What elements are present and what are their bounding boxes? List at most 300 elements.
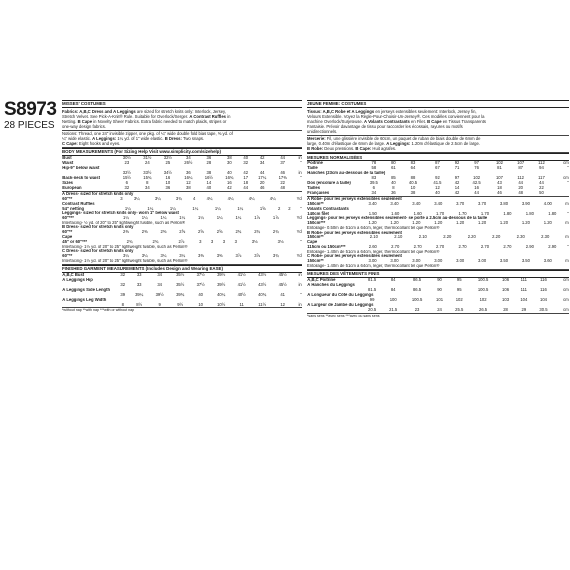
cell-value: 40 [243, 155, 249, 161]
text-segment: Velours Extensible. Voyez la Règle-Pour-Choisir-Un-Jersey®. Ces modèles conviennent pour la [307, 113, 485, 119]
cell-value: 3.90 [521, 201, 530, 207]
cell-value: 1.20 [456, 220, 465, 226]
cell-value: 76 [474, 165, 479, 171]
cell-value: 107 [495, 175, 503, 181]
cell-value: 112 [517, 175, 525, 181]
cell-value: " [567, 210, 569, 216]
cell-value: 10½ [217, 301, 226, 307]
cell-value: 88 [410, 175, 416, 181]
cell-value: 106 [502, 276, 510, 282]
yardage-heading: B Robe- pour les jerseys extensibles seulement [307, 230, 402, 235]
cell-value: 33½ [143, 170, 152, 176]
cell-value: 8½ [136, 301, 143, 307]
cell-value: 3.00 [434, 258, 443, 264]
row-label: Waist [62, 160, 74, 166]
cell-value: 31½ [143, 155, 152, 161]
bold-label: Mercerie: [307, 136, 326, 142]
row-label: Bust [62, 156, 72, 161]
row-label: 150cm*** [307, 220, 326, 226]
cell-value: 32½ [122, 170, 131, 176]
notions-text [62, 131, 302, 148]
yardage-heading: A Robe- pour les jerseys extensibles seulement [307, 197, 402, 202]
cell-value: Yd [296, 195, 302, 201]
cell-value: 1¼ [197, 215, 204, 221]
bold-label: A Leggings: [386, 141, 411, 147]
footnote: *sans sens **avec sens ***avec ou sans sens [307, 313, 569, 318]
cell-value: 16¾ [225, 175, 234, 181]
cell-value: 1¼ [192, 205, 199, 211]
cell-value: 1.50 [368, 210, 377, 216]
cell-value: 58 [371, 165, 377, 171]
cell-value: 3¼ [179, 252, 186, 258]
cell-value: 2⅜ [160, 229, 167, 235]
row-label: Dos (encolure à taille) [307, 180, 351, 186]
cell-value: 45½ [278, 271, 287, 277]
cell-value: 40¼ [217, 291, 226, 297]
cell-value: 39 [120, 291, 126, 297]
pattern-header [4, 100, 60, 131]
cell-value: 35½ [176, 271, 185, 277]
cell-value: 92 [435, 175, 440, 181]
cell-value: cm [563, 175, 569, 181]
finished-table [62, 273, 302, 308]
cell-value: 3 [199, 238, 202, 244]
cell-value: 1.20 [543, 220, 552, 226]
cell-value: 64 [410, 165, 416, 171]
notions-text [307, 136, 569, 153]
cell-value: 3¾ [175, 195, 182, 201]
cell-value: 16¼ [184, 175, 193, 181]
cell-value: 87 [435, 160, 440, 166]
pattern-number: S8973 [4, 99, 57, 120]
cell-value: 2¾ [254, 229, 261, 235]
row-label: A,B,C Poitrine [307, 277, 336, 282]
cell-value: 3¼ [123, 252, 129, 258]
cell-value: 90 [437, 276, 442, 282]
section-title: JEUNE FEMME: COSTUMES [307, 100, 569, 108]
text-segment: en Tissus Transparents [441, 118, 487, 124]
cell-value: 42.5 [472, 180, 481, 186]
text-segment: Notions: Thread, one 24" invisible zipper, one pkg. of ¼" wide double fold bias tape, ⅜ yd. of [62, 131, 233, 137]
cell-value: 3.00 [390, 258, 399, 264]
cell-value: 18 [243, 180, 249, 186]
cell-value: 22 [539, 185, 544, 191]
cell-value: 2.20 [492, 234, 501, 240]
body-measurements [307, 161, 569, 197]
cell-value: 39½ [217, 271, 226, 277]
cell-value: 90 [437, 286, 442, 292]
cell-value: 32 [243, 160, 249, 166]
cell-value: 35½ [176, 281, 185, 287]
cell-value: 44 [259, 170, 265, 176]
cell-value: 8 [392, 185, 395, 191]
cell-value: 3.50 [499, 258, 509, 264]
cell-value: " [300, 205, 302, 211]
cell-value: 71 [454, 165, 460, 171]
cell-value: 1⅞ [254, 215, 261, 221]
cell-value: 97 [454, 175, 460, 181]
cell-value: 104 [520, 296, 528, 302]
cell-value: 1⅝ [259, 205, 266, 211]
cell-value: 104 [540, 296, 547, 302]
cell-value: 11½ [258, 301, 267, 307]
row-label: Hanches (23cm au-dessous de la taille) [307, 171, 386, 176]
cell-value: 41.5 [433, 180, 442, 186]
cell-value: 28 [206, 160, 212, 166]
row-label: A Longueur du Côté du Leggings [307, 292, 374, 297]
text-segment: Fil, une glissière invisible de 60cm, un paquet de ruban de biais double de 6mm de [325, 136, 481, 142]
row-label: 150cm** [307, 235, 324, 240]
cell-value: 20 [259, 180, 265, 186]
cell-value: 17⅜ [278, 175, 287, 181]
cell-value: m [565, 234, 569, 240]
cell-value: 22 [280, 180, 285, 186]
interfacing-note: Entoilage- 1.40m de 51cm à 64cm, léger, thermocollant tel que Pellon® [307, 249, 440, 254]
cell-value: 1.20 [390, 220, 399, 226]
cell-value: 83 [410, 160, 416, 166]
cell-value: 39¼ [135, 291, 144, 297]
cell-value: 43 [497, 180, 502, 186]
cell-value: 1¼ [237, 205, 244, 211]
cell-value: 9½ [177, 301, 184, 307]
cell-value: 87 [518, 165, 523, 171]
cell-value: 28 [503, 306, 508, 312]
cell-value: 1.80 [525, 210, 534, 216]
cell-value: 38 [186, 185, 191, 190]
cell-value: 14 [454, 185, 460, 191]
cell-value: 1¼ [160, 215, 167, 221]
bold-label: A Contrast Ruffles [189, 113, 226, 119]
cell-value: 34½ [163, 170, 172, 176]
row-label: 150cm** [307, 201, 324, 207]
row-label: Sizes [62, 180, 74, 186]
cell-value: 16 [227, 180, 232, 186]
cell-value: 101 [436, 296, 444, 302]
cell-value: 34 [259, 160, 265, 166]
cell-value: 1¼ [235, 215, 242, 221]
notions-text-line [62, 141, 302, 146]
cell-value: 4.00 [543, 201, 552, 207]
cell-value: 3⅜ [197, 252, 204, 258]
cell-value: 3.00 [456, 258, 465, 264]
cell-value: 1¼ [179, 215, 186, 221]
cell-value: 24 [437, 306, 442, 312]
cell-value: 37 [280, 160, 285, 166]
yardage-heading: C Robe- pour les jerseys extensibles seulement [307, 254, 402, 259]
cell-value: 45½ [278, 281, 287, 287]
cell-value: 10 [198, 301, 203, 307]
footnote: *without nap **with nap ***with or without nap [62, 307, 302, 312]
cell-value: 81 [497, 165, 502, 171]
yardage-block [307, 197, 569, 270]
cell-value: 3¼ [141, 252, 148, 258]
cell-value: 18 [497, 185, 502, 191]
cell-value: 48 [280, 185, 285, 190]
cell-value: 2.70 [503, 243, 512, 249]
row-label: 140cm filet [307, 211, 329, 216]
bold-label: B Robe: [307, 146, 324, 152]
yardage-heading: Leggings- sized for stretch knits only- worn 1" below waist [62, 211, 179, 216]
cell-value: 36 [206, 155, 212, 161]
interfacing-note: Interfacing- 1½ yd. of 20" to 25" lightweight fusible, such as Pellon® [62, 258, 188, 263]
cell-value: cm [563, 276, 569, 282]
cell-value: 3¼ [133, 195, 140, 201]
cell-value: 17¼ [258, 175, 267, 181]
cell-value: 2.70 [480, 243, 490, 249]
row-label: A Leggings Hip [62, 277, 93, 282]
cell-value: 1⅞ [272, 215, 279, 221]
cell-value: 39.5 [369, 180, 378, 186]
text-segment: en jerseys extensibles seulement: Interlock, Jersey fin, [374, 108, 477, 114]
cell-value: 40 [206, 185, 212, 190]
body-measurements-title: BODY MEASUREMENTS (For Sizing Help Visit www.simplicity.com/sizehelp) [62, 148, 302, 156]
cell-value: 100.5 [411, 296, 423, 302]
cell-value: 4¼ [206, 195, 213, 201]
cell-value: 44 [474, 190, 479, 196]
cell-value: 3.50 [521, 258, 530, 264]
cell-value: 1¼ [147, 205, 154, 211]
cell-value: 30½ [122, 155, 131, 161]
cell-value: 92 [454, 160, 460, 166]
bold-label: B Dress: [164, 136, 182, 142]
yardage-heading: A Dress- sized for stretch knits only [62, 192, 134, 197]
cell-value: 34 [371, 190, 377, 196]
cell-value: 3⅛ [251, 238, 258, 244]
cell-value: 2.90 [548, 243, 557, 249]
cell-value: 2.30 [516, 234, 525, 240]
fabrics-text [62, 108, 302, 131]
cell-value: 30 [227, 160, 232, 166]
cell-value: 100 [389, 296, 397, 302]
text-segment: en Filet. [409, 118, 428, 124]
cell-value: 102 [473, 175, 481, 181]
cell-value: 38 [206, 170, 212, 176]
text-segment: Fantaisie. Prévoir davantage de tissu pour raccorder les écossais, rayures ou motifs [307, 123, 463, 129]
cell-value: 2.70 [458, 243, 467, 249]
cell-value: Yd [296, 215, 302, 221]
yardage-heading: C Dress- sized for stretch knits only [62, 249, 134, 254]
cell-value: 40.5 [408, 180, 418, 186]
cell-value: 33 [136, 281, 142, 287]
cell-value: 1.20 [412, 220, 421, 226]
cell-value: 1.20 [434, 220, 443, 226]
cell-value: 2⅝ [197, 229, 204, 235]
cell-value: 1¼ [216, 215, 223, 221]
cell-value: 36 [186, 170, 191, 176]
cell-value: 94 [539, 165, 544, 171]
row-label: 54" netting [62, 206, 85, 211]
cell-value: 46 [497, 190, 502, 196]
cell-value: 25.5 [455, 306, 464, 312]
cell-value: 16 [474, 185, 479, 191]
cell-value: in [298, 271, 302, 277]
cell-value: 81.5 [368, 286, 377, 292]
cell-value: 37½ [196, 271, 205, 277]
text-segment: 1¼ yd. of 1" wide elastic. [116, 136, 165, 142]
row-label: Poitrine [307, 161, 323, 166]
cell-value: 2.70 [413, 243, 422, 249]
cell-value: 42 [454, 180, 460, 186]
cell-value: 41½ [237, 281, 246, 287]
cell-value: 39½ [217, 281, 226, 287]
cell-value: 12 [435, 185, 440, 191]
cell-value: 117 [538, 175, 545, 181]
cell-value: 61 [391, 165, 396, 171]
cell-value: 116 [540, 286, 547, 292]
cell-value: 36 [391, 190, 396, 196]
cell-value: 29 [521, 306, 527, 312]
cell-value: in [298, 155, 302, 161]
cell-value: 1¼ [124, 205, 131, 211]
cell-value: 84 [390, 276, 396, 282]
text-segment: machine Overlock/Surjeteuse. [307, 118, 365, 124]
cell-value: 42 [227, 185, 232, 190]
row-label: Hip-9" below waist [62, 165, 100, 171]
cell-value: 78 [371, 160, 377, 166]
cell-value: 86.5 [412, 286, 422, 292]
yardage-heading: B Dress- sized for stretch knits only [62, 225, 134, 230]
text-segment: large, 0.40m d'élastique de 6mm de large. [307, 141, 387, 147]
cell-value: 10 [410, 185, 416, 191]
cell-value: 3⅞ [235, 252, 242, 258]
cell-value: 1.80 [548, 210, 557, 216]
cell-value: 40 [227, 170, 232, 176]
cell-value: 83 [371, 175, 377, 181]
cell-value: 2¾ [272, 229, 279, 235]
row-label: 60"** [62, 253, 73, 258]
bold-label: B Cape [77, 118, 93, 124]
cell-value: 2.10 [418, 234, 427, 240]
cell-value: 67 [435, 165, 440, 171]
cell-value: 40 [435, 190, 440, 196]
cell-value: 3.70 [456, 201, 465, 207]
cell-value: cm [563, 286, 569, 292]
cell-value: 1.60 [391, 210, 400, 216]
cell-value: 40 [391, 180, 396, 186]
yardage-heading: Contrast Ruffles [62, 201, 95, 206]
cell-value: 3¾ [272, 252, 279, 258]
cell-value: 44 [539, 180, 544, 186]
body-table [62, 156, 302, 191]
text-segment: 1.20m d'élastique de 2.5cm de large. [410, 141, 480, 147]
cell-value: 41½ [237, 271, 246, 277]
cell-value: 100.5 [477, 286, 489, 292]
cell-value: 84 [390, 286, 396, 292]
cell-value: 20 [518, 185, 523, 191]
cell-value: 36 [165, 185, 171, 190]
cell-value: 11 [239, 301, 244, 307]
cell-value: 1¼ [214, 205, 221, 211]
cell-value: 2.60 [368, 243, 377, 249]
cell-value: 3 [222, 238, 226, 244]
cell-value: in [298, 281, 302, 287]
cell-value: 111 [520, 276, 528, 282]
row-label: A Hanches du Leggings [307, 282, 355, 287]
cell-value: 85 [391, 175, 396, 181]
cell-value: 3.00 [368, 258, 377, 264]
cell-value: 81.5 [368, 276, 377, 282]
cell-value: 44 [518, 180, 523, 186]
cell-value: 43½ [258, 281, 267, 287]
interfacing-note: Interfacing- ½ yd. of 20" to 25" lightweight fusible, such as Pellon® [62, 220, 186, 225]
cell-value: 102 [495, 160, 503, 166]
cell-value: 97 [474, 160, 479, 166]
cell-value: 95 [456, 276, 462, 282]
cell-value: 6 [372, 185, 375, 191]
cell-value: m [565, 258, 569, 264]
cell-value: 26½ [184, 160, 193, 166]
cell-value: " [567, 165, 569, 171]
cell-value: 2.70 [391, 243, 400, 249]
yardage-heading: Volants Contrastants [307, 206, 349, 211]
cell-value: 20.5 [368, 306, 377, 312]
cell-value: 48 [518, 190, 523, 196]
cell-value: 42 [259, 155, 265, 161]
cell-value: 46 [259, 185, 265, 190]
cell-value: 1.20 [478, 220, 487, 226]
cell-value: 39½ [155, 291, 164, 297]
text-segment: Huit agrafes. [371, 146, 397, 152]
text-segment: in Novelty Sheer Fabrics. Extra fabric needed to match plaids, stripes or [92, 118, 227, 124]
cell-value: 44 [280, 155, 285, 161]
cell-value: 3 [210, 238, 214, 244]
cell-value: 42 [243, 170, 249, 176]
cell-value: 3.60 [543, 258, 552, 264]
cell-value: 3.00 [412, 258, 421, 264]
cell-value: 50 [539, 190, 544, 196]
text-segment: Two snaps. [181, 136, 205, 142]
text-segment: in [225, 113, 231, 119]
row-label: Tailles [307, 185, 321, 191]
cell-value: 40½ [237, 291, 246, 297]
cell-value: 2⅜ [123, 229, 129, 235]
text-segment: Stretch Velvet. See Pick-A-Knit® Rule. Suitable for Overlock/Serger. [62, 113, 190, 119]
cell-value: 6 [125, 180, 129, 186]
cell-value: 40 [198, 291, 203, 297]
cell-value: in [298, 170, 302, 176]
pattern-envelope-back [0, 100, 570, 472]
yardage-heading: Cape [307, 240, 318, 245]
yardage-heading: Leggings- pour les jerseys extensibles seulement- se porte à 2.5cm au-dessous de la taille [307, 216, 488, 221]
cell-value: " [567, 180, 569, 186]
cell-value: 3⅛ [277, 238, 284, 244]
cell-value: 103 [502, 296, 510, 302]
cell-value: 2 [277, 205, 281, 211]
cell-value: 12 [186, 180, 191, 186]
cell-value: cm [563, 306, 569, 312]
cell-value: 102 [479, 296, 487, 302]
cell-value: m [565, 201, 569, 207]
row-label: 150cm** [307, 258, 324, 264]
cell-value: 32 [120, 271, 126, 277]
cell-value: 1¼ [169, 205, 176, 211]
cell-value: " [567, 243, 569, 249]
bold-label: C Cape: [62, 141, 78, 147]
text-segment: Netting. [62, 118, 78, 124]
cell-value: 4¼ [269, 195, 276, 201]
cell-value: 2 [288, 205, 291, 211]
cell-value: 2.70 [436, 243, 445, 249]
cell-value: 44 [243, 185, 249, 190]
cell-value: 41 [280, 291, 285, 297]
french-column [307, 100, 569, 318]
cell-value: 15¾ [143, 175, 152, 181]
cell-value: 34 [157, 271, 162, 277]
text-segment: unidirectionnels. [307, 128, 338, 134]
interfacing-note: Entoilage- 1.40m de 51cm à 64cm, léger, thermocollant tel que Pellon® [307, 263, 440, 268]
cell-value: 23 [124, 160, 130, 166]
row-label: A Leggings Side Length [62, 287, 111, 292]
